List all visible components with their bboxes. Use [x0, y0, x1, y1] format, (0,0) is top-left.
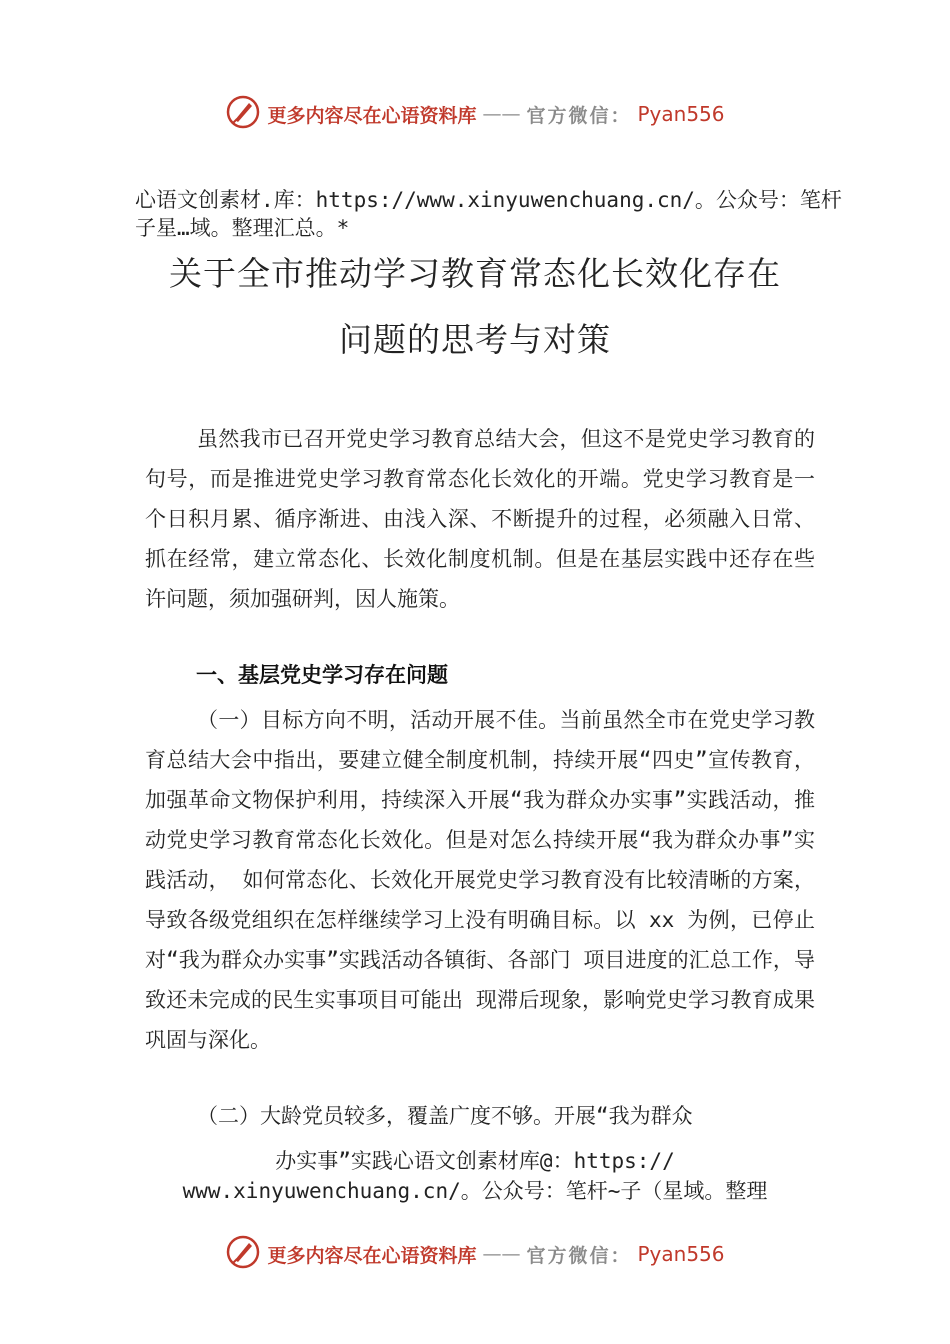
banner-wechat-label: 官方微信：: [526, 1244, 632, 1267]
banner-wechat-label: 官方微信：: [526, 104, 632, 127]
subsection2-start: （二）大龄党员较多，覆盖广度不够。开展“我为群众: [197, 1104, 693, 1128]
intro-block: [145, 419, 815, 619]
quill-pen-logo-icon: [225, 1234, 261, 1274]
source-note: 心语文创素材.库：https://www.xinyuwenchuang.cn/。公众号：笔杆子星…域。整理汇总。*: [135, 188, 842, 240]
banner-brand: 更多内容尽在心语资料库: [267, 104, 477, 127]
subsection1-block: [145, 700, 815, 1060]
quill-pen-logo-icon: [225, 94, 261, 134]
banner-dash: ——: [482, 103, 521, 125]
document-title-line1: 关于全市推动学习教育常态化长效化存在: [169, 254, 781, 293]
document-title-line2: 问题的思考与对策: [339, 320, 611, 359]
footer-banner: [0, 1234, 950, 1274]
banner-wechat-id: Pyan556: [637, 1242, 725, 1266]
banner-brand: 更多内容尽在心语资料库: [267, 1244, 477, 1267]
section-heading: 一、基层党史学习存在问题: [196, 663, 448, 687]
footer-note-line1: 办实事”实践心语文创素材库@：https://: [275, 1149, 675, 1173]
subsection1-paragraph: （一）目标方向不明，活动开展不佳。当前虽然全市在党史学习教育总结大会中指出，要建立健全制度机制，持续开展“四史”宣传教育，加强革命文物保护利用，持续深入开展“我为群众办实事”实践活动，推动党史学习教育常态化长效化。但是对怎么持续开展“我为群众办事”实践活动， 如何常态化、长效化开展党史学习教育没有比较清晰的方案， 导致各级党组织在怎样继续学习上没有明确目标。以 xx 为例，已停止对“我为群众办实事”实践活动各镇街、各部门 项目进度的汇总工作，导致还未完成的民生实事项目可能出 现滞后现象，影响党史学习教育成果巩固与深化。: [145, 708, 815, 1052]
subsection2-block: [145, 1096, 815, 1136]
intro-paragraph: 虽然我市已召开党史学习教育总结大会，但这不是党史学习教育的句号，而是推进党史学习教育常态化长效化的开端。党史学习教育是一个日积月累、循序渐进、由浅入深、不断提升的过程，必须融入日常、抓在经常，建立常态化、长效化制度机制。但是在基层实践中还存在些许问题，须加强研判，因人施策。: [145, 427, 815, 611]
header-banner: [0, 94, 950, 134]
banner-wechat-id: Pyan556: [637, 102, 725, 126]
footer-note-line2: www.xinyuwenchuang.cn/。公众号：笔杆~子（星域。整理: [182, 1179, 768, 1203]
banner-dash: ——: [482, 1243, 521, 1265]
